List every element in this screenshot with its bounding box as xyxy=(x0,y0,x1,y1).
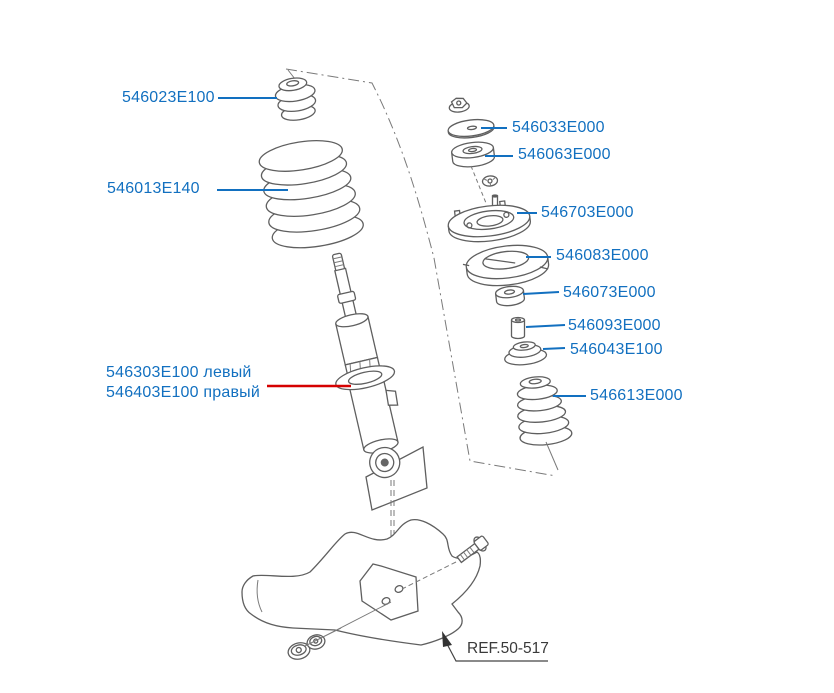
dust-cover-drawing xyxy=(514,374,573,448)
spring-seat-drawing xyxy=(461,241,550,290)
reference-label[interactable]: REF.50-517 xyxy=(467,640,549,657)
leader-spring-pad xyxy=(543,348,565,349)
part-label-spring-seat[interactable]: 546083E000 xyxy=(556,247,649,264)
spring-pad-drawing xyxy=(503,340,547,367)
flower-nut-drawing xyxy=(482,175,498,187)
lower-arm-drawing xyxy=(242,520,480,645)
part-label-dust-cover[interactable]: 546613E000 xyxy=(590,387,683,404)
upper-bushing-drawing xyxy=(451,140,496,169)
part-label-washer[interactable]: 546033E000 xyxy=(512,119,605,136)
part-label-lower-bushing[interactable]: 546073E000 xyxy=(563,284,656,301)
top-nut-drawing xyxy=(448,97,470,113)
leader-lower-bushing xyxy=(523,292,559,294)
part-label-upper-bushing[interactable]: 546063E000 xyxy=(518,146,611,163)
lower-bushing-drawing xyxy=(495,285,525,307)
sleeve-drawing xyxy=(512,318,525,339)
leader-sleeve xyxy=(526,325,565,327)
dust-cover-axis-line xyxy=(546,442,558,470)
part-label-sleeve[interactable]: 546093E000 xyxy=(568,317,661,334)
part-label-coil-spring[interactable]: 546013E140 xyxy=(107,180,200,197)
strut-mount-drawing xyxy=(446,198,532,246)
part-label-shock-left[interactable]: 546303E100 левый xyxy=(106,364,252,381)
bump-stopper-drawing xyxy=(273,75,319,123)
part-label-strut-mount[interactable]: 546703E000 xyxy=(541,204,634,221)
coil-spring-drawing xyxy=(257,134,365,253)
shock-absorber-drawing xyxy=(307,247,417,484)
part-label-spring-pad[interactable]: 546043E100 xyxy=(570,341,663,358)
part-label-bump-stopper[interactable]: 546023E100 xyxy=(122,89,215,106)
part-label-shock-right[interactable]: 546403E100 правый xyxy=(106,384,261,401)
